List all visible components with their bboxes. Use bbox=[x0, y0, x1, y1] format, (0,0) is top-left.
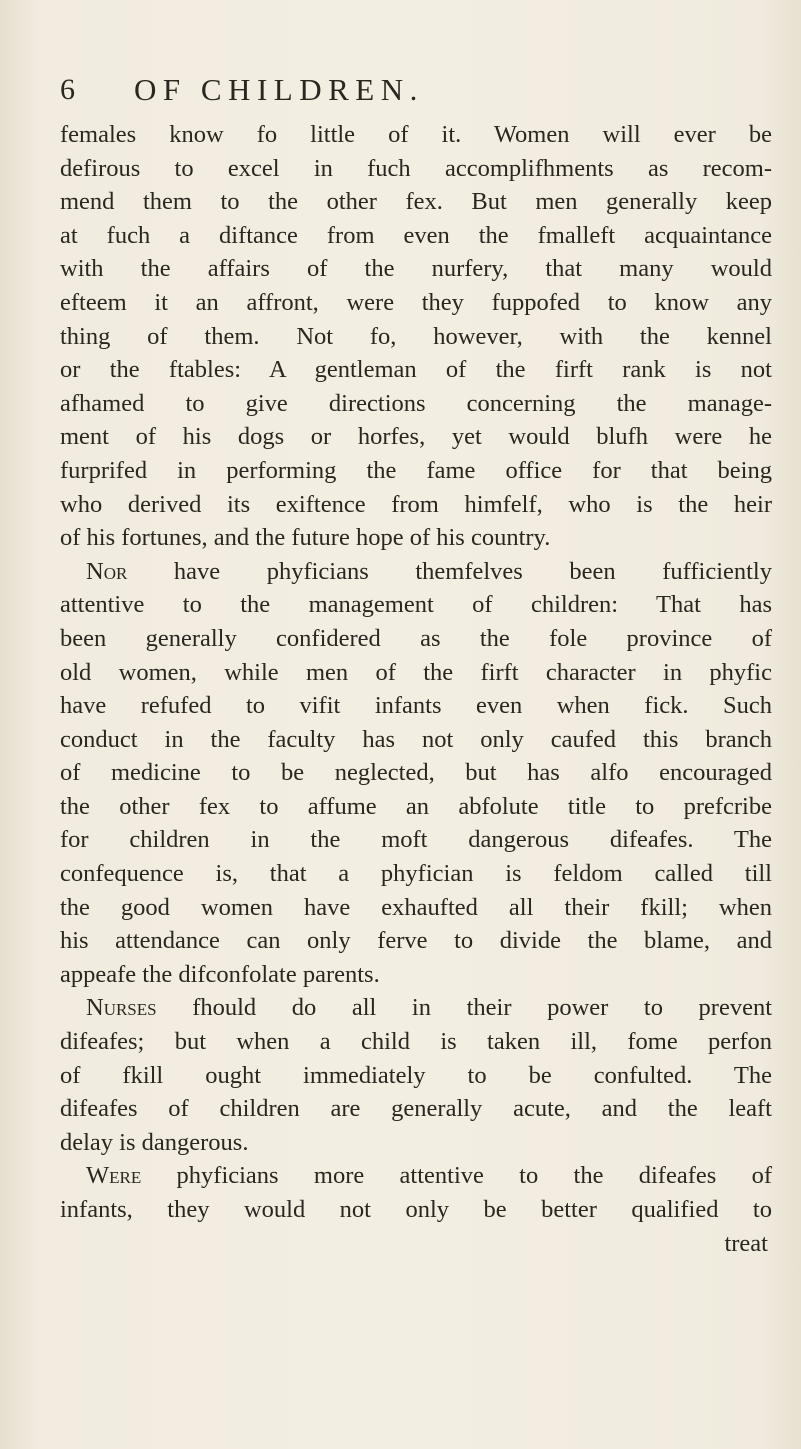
text-line bbox=[60, 152, 772, 186]
line-text: confequence is, that a phyfician is feldom called till bbox=[60, 860, 772, 888]
line-text: treat bbox=[724, 1229, 768, 1257]
line-text: phyficians more attentive to the difeafes of bbox=[141, 1162, 772, 1190]
page-number: 6 bbox=[60, 73, 75, 106]
text-line bbox=[60, 823, 772, 857]
line-text: thing of them. Not fo, however, with the kennel bbox=[60, 322, 772, 350]
text-line bbox=[60, 420, 772, 454]
text-line bbox=[60, 1025, 772, 1059]
text-line bbox=[60, 1092, 772, 1126]
text-line bbox=[60, 320, 772, 354]
line-text: infants, they would not only be better qualified to bbox=[60, 1196, 772, 1223]
line-text: his attendance can only ferve to divide the blame, and bbox=[60, 927, 772, 955]
text-line bbox=[60, 924, 772, 958]
line-text: old women, while men of the firft character in phyfic bbox=[60, 658, 772, 686]
text-line bbox=[60, 118, 772, 152]
line-text: appeafe the difconfolate parents. bbox=[60, 960, 380, 988]
text-line bbox=[60, 1059, 772, 1093]
line-text: delay is dangerous. bbox=[60, 1128, 249, 1156]
text-line bbox=[60, 1159, 772, 1193]
text-line bbox=[60, 1193, 772, 1227]
text-line bbox=[60, 353, 772, 387]
text-line bbox=[60, 521, 772, 555]
line-text: difeafes of children are generally acute, and the leaft bbox=[60, 1095, 772, 1123]
text-line bbox=[60, 1126, 772, 1160]
line-text: females know fo little of it. Women will ever be bbox=[60, 121, 772, 148]
text-line bbox=[60, 488, 772, 522]
text-line bbox=[60, 555, 772, 589]
line-text: who derived its exiftence from himfelf, who is the heir bbox=[60, 490, 772, 518]
text-line bbox=[60, 219, 772, 253]
line-text: at fuch a diftance from even the fmalleft acquaintance bbox=[60, 221, 772, 249]
line-text: ment of his dogs or horfes, yet would blufh were he bbox=[60, 423, 772, 451]
paragraph-lead-word: Nurses bbox=[86, 994, 157, 1022]
running-head: OF CHILDREN. bbox=[134, 72, 424, 107]
text-line bbox=[60, 588, 772, 622]
line-text: of medicine to be neglected, but has alfo encouraged bbox=[60, 759, 772, 787]
line-text: for children in the moft dangerous difeafes. The bbox=[60, 826, 772, 854]
catchword bbox=[60, 1227, 772, 1261]
line-text: have phyficians themfelves been fufficiently bbox=[127, 557, 772, 585]
line-text: mend them to the other fex. But men generally keep bbox=[60, 188, 772, 216]
text-line bbox=[60, 958, 772, 992]
text-line bbox=[60, 756, 772, 790]
text-line bbox=[60, 991, 772, 1025]
text-line bbox=[60, 790, 772, 824]
text-line bbox=[60, 387, 772, 421]
text-line bbox=[60, 454, 772, 488]
line-text: efteem it an affront, were they fuppofed to know any bbox=[60, 288, 772, 316]
text-line bbox=[60, 286, 772, 320]
line-text: or the ftables: A gentleman of the firft rank is not bbox=[60, 356, 772, 384]
line-text: conduct in the faculty has not only caufed this branch bbox=[60, 725, 772, 753]
text-line bbox=[60, 622, 772, 656]
text-line bbox=[60, 656, 772, 690]
line-text: afhamed to give directions concerning the manage- bbox=[60, 389, 772, 417]
line-text: of his fortunes, and the future hope of his country. bbox=[60, 524, 551, 552]
line-text: with the affairs of the nurfery, that many would bbox=[60, 255, 772, 283]
body-text bbox=[60, 118, 772, 1260]
text-line bbox=[60, 185, 772, 219]
text-line bbox=[60, 723, 772, 757]
line-text: the good women have exhaufted all their fkill; when bbox=[60, 893, 772, 921]
line-text: furprifed in performing the fame office for that being bbox=[60, 456, 772, 484]
text-line bbox=[60, 891, 772, 925]
line-text: been generally confidered as the fole province of bbox=[60, 624, 772, 652]
text-line bbox=[60, 252, 772, 286]
line-text: difeafes; but when a child is taken ill, fome perfon bbox=[60, 1028, 772, 1056]
line-text: of fkill ought immediately to be confulted. The bbox=[60, 1061, 772, 1089]
paragraph-lead-word: Nor bbox=[86, 557, 128, 585]
line-text: attentive to the management of children: That has bbox=[60, 591, 772, 619]
text-line bbox=[60, 689, 772, 723]
page-header bbox=[60, 68, 680, 112]
paragraph-lead-word: Were bbox=[86, 1162, 142, 1190]
line-text: defirous to excel in fuch accomplifhments as recom- bbox=[60, 154, 772, 182]
text-line bbox=[60, 857, 772, 891]
line-text: fhould do all in their power to prevent bbox=[156, 994, 772, 1022]
line-text: the other fex to affume an abfolute title to prefcribe bbox=[60, 792, 772, 820]
line-text: have refufed to vifit infants even when fick. Such bbox=[60, 692, 772, 720]
